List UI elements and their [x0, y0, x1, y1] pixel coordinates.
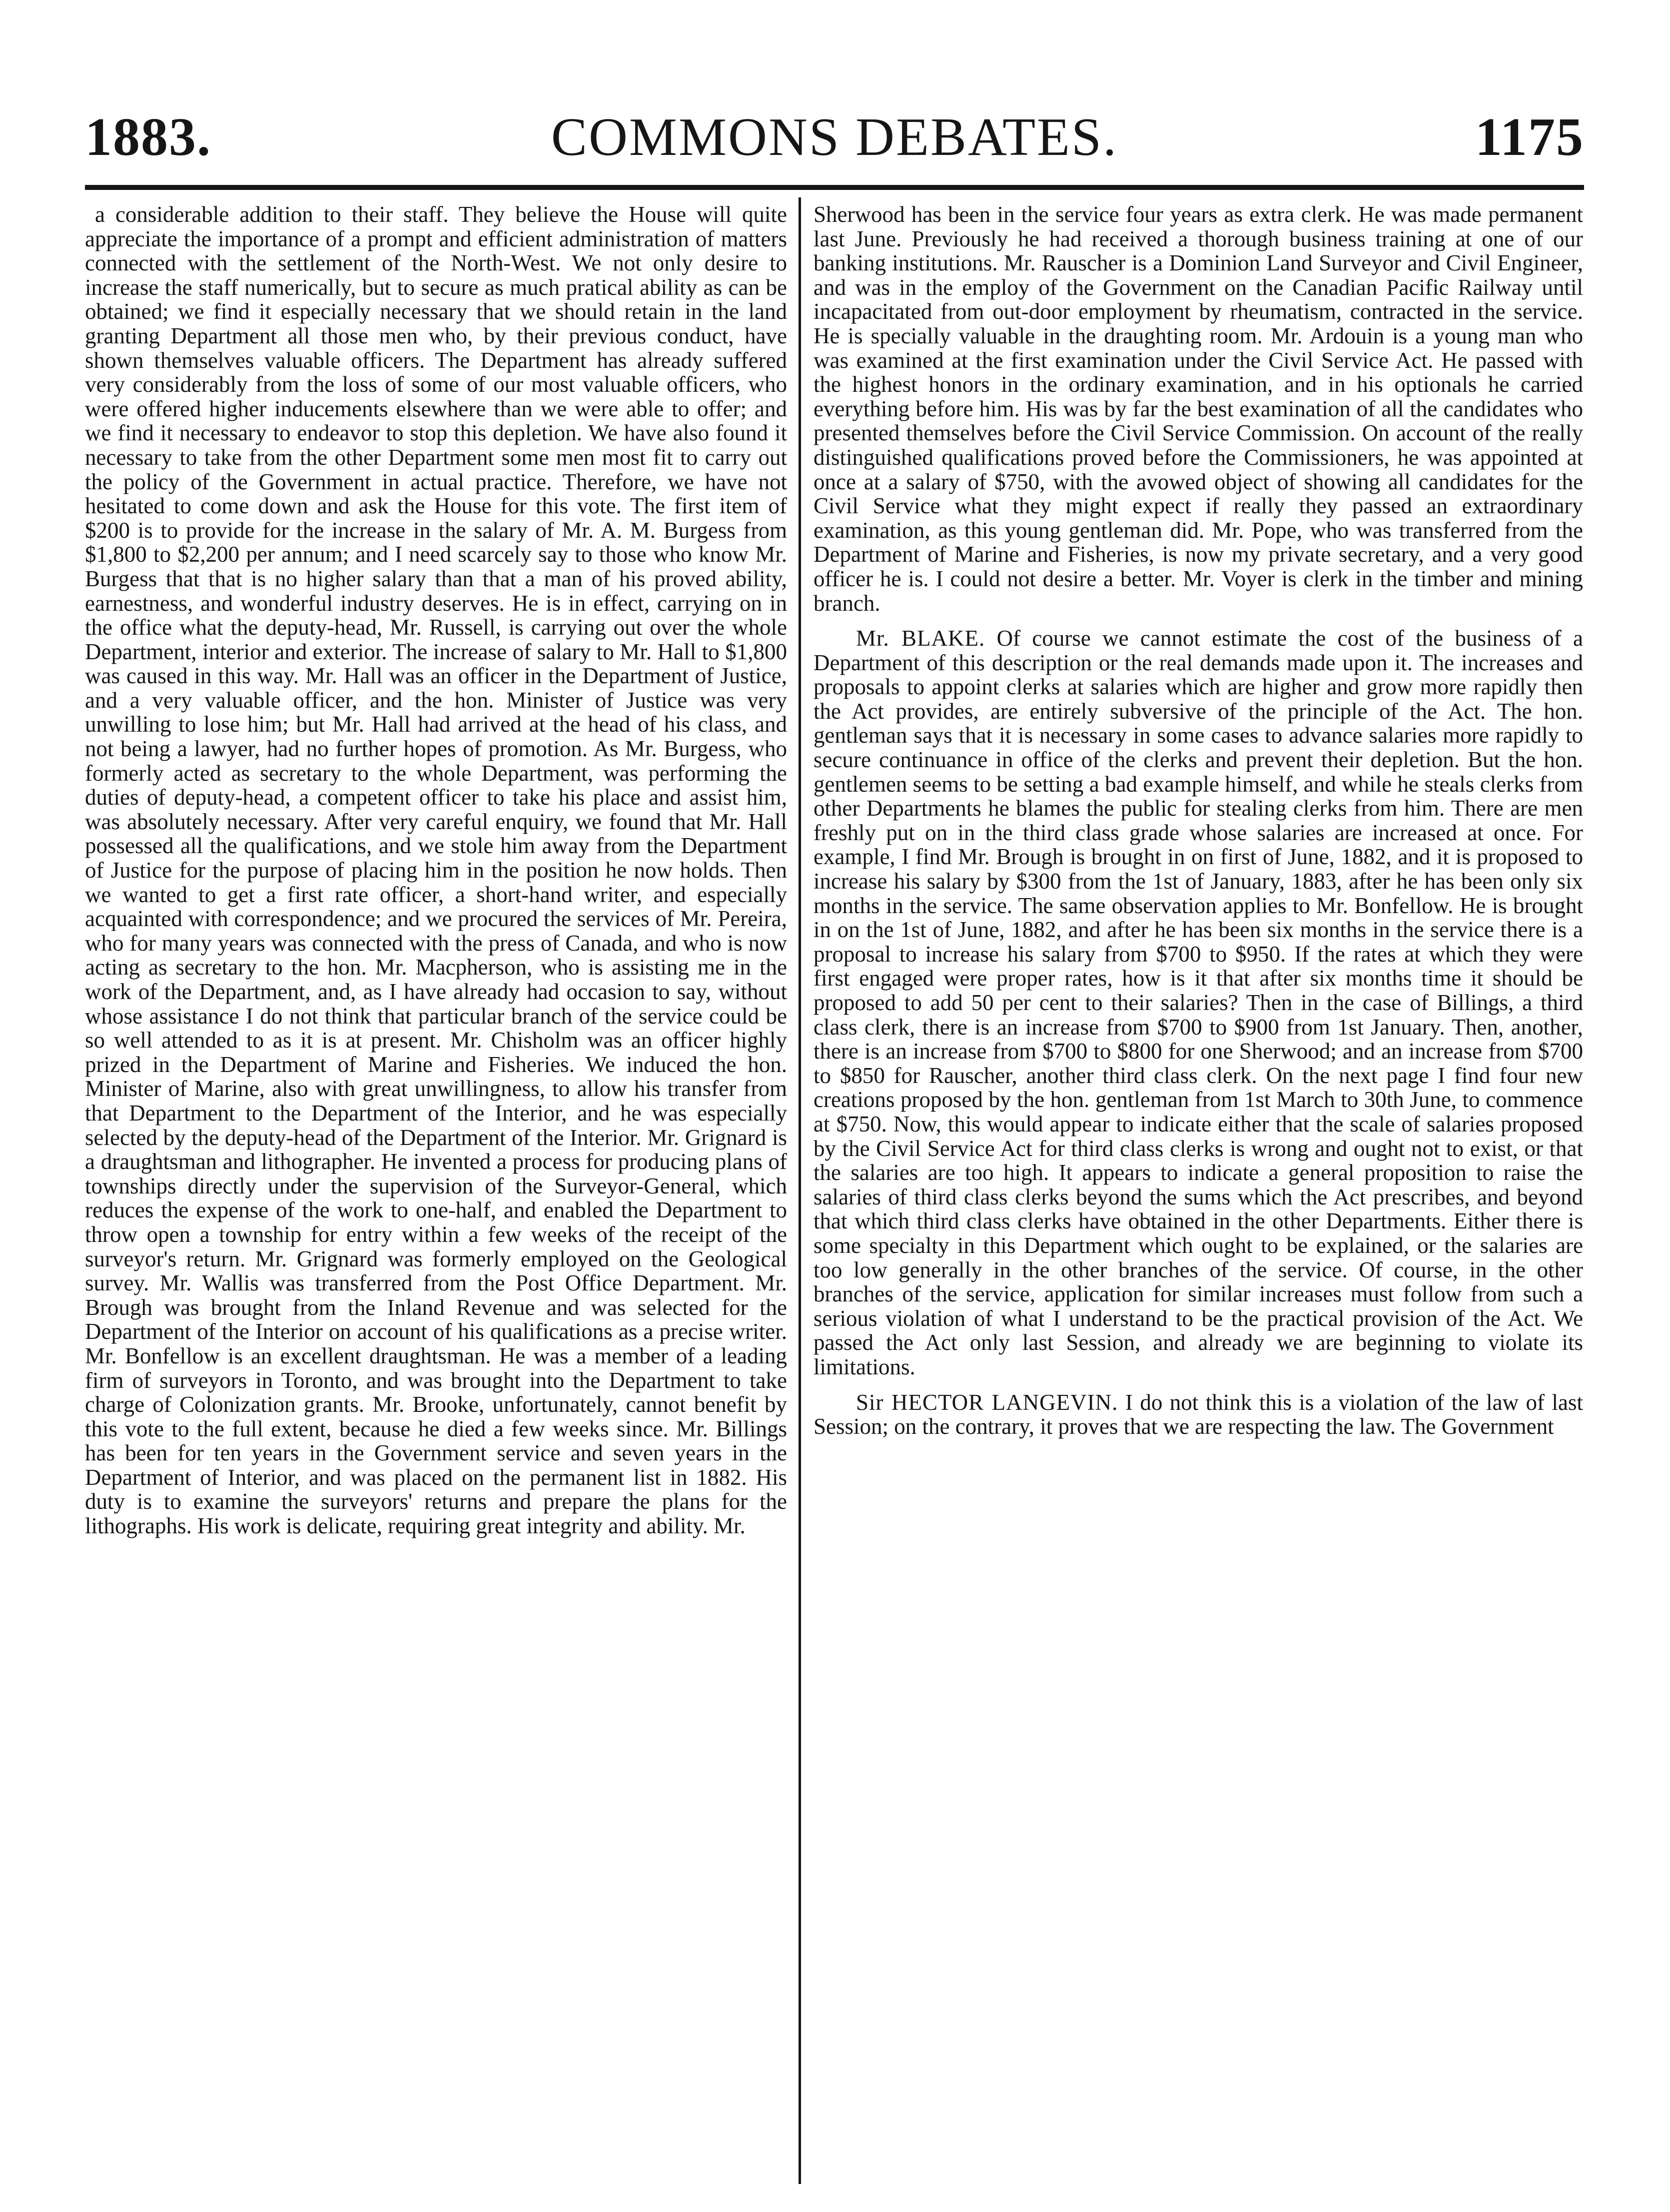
page-number: 1175	[1475, 107, 1584, 167]
page-year: 1883.	[85, 107, 211, 167]
speaker-name: Sir HECTOR LANGEVIN.	[856, 1389, 1118, 1415]
paragraph	[85, 202, 787, 1538]
paragraph	[814, 202, 1583, 615]
paragraph-text: Of course we cannot estimate the cost of the business of a Department of this description or the real demands made upon it. The increases and proposals to appoint clerks at salaries which are higher and grow more rapidly then the Act provides, are entirely subversive of the principle of the Act. The hon. gentleman says that it is necessary in some cases to advance salaries more rapidly to secure continuance in office of the clerks and prevent their depletion. But the hon. gentlemen seems to be setting a bad example himself, and while he steals clerks from other Departments he blames the public for stealing clerks from him. There are men freshly put on in the third class grade whose salaries are increased at once. For example, I find Mr. Brough is brought in on first of June, 1882, and it is proposed to increase his salary by $300 from the 1st of January, 1883, after he has been only six months in the service. The same observation applies to Mr. Bonfellow. He is brought in on the 1st of June, 1882, and after he has been six months in the service there is a proposal to increase his salary from $700 to $950. If the rates at which they were first engaged were proper rates, how is it that after six months time it should be proposed to add 50 per cent to their salaries? Then in the case of Billings, a third class clerk, there is an increase from $700 to $900 from 1st January. Then, another, there is an increase from $700 to $800 for one Sherwood; and an increase from $700 to $850 for Rauscher, another third class clerk. On the next page I find four new creations proposed by the hon. gentleman from 1st March to 30th June, to commence at $750. Now, this would appear to indicate either that the scale of salaries proposed by the Civil Service Act for third class clerks is wrong and ought not to exist, or that the salaries are too high. It appears to indicate a general proposition to raise the salaries of third class clerks beyond the sums which the Act prescribes, and beyond that which third class clerks have obtained in the other Departments. Either there is some specialty in this Department which ought to be explained, or the salaries are too low generally in the other branches of the service. Of course, in the other branches of the service, application for similar increases must follow from such a serious violation of what I understand to be the practical provision of the Act. We passed the Act only last Session, and already we are beginning to violate its limitations.	[814, 626, 1583, 1379]
header-rule	[85, 185, 1584, 190]
column-divider	[799, 197, 801, 2184]
left-column	[85, 202, 787, 2182]
publication-title: COMMONS DEBATES.	[551, 107, 1118, 167]
paragraph-text: Sherwood has been in the service four years as extra clerk. He was made permanent last June. Previously he had received a thorough business training at one of our banking institutions. Mr. Rauscher is a Dominion Land Surveyor and Civil Engineer, and was in the employ of the Government on the Canadian Pacific Railway until incapacitated from out-door employment by rheumatism, contracted in the service. He is specially valuable in the draughting room. Mr. Ardouin is a young man who was examined at the first examination under the Civil Service Act. He passed with the highest honors in the ordinary examination, and in his optionals he carried everything before him. His was by far the best examination of all the candidates who presented themselves before the Civil Service Commission. On account of the really distinguished qualifications proved before the Commissioners, he was appointed at once at a salary of $750, with the avowed object of showing all candidates for the Civil Service what they might expect if really they passed an extraordinary examination, as this young gentleman did. Mr. Pope, who was transferred from the Department of Marine and Fisheries, is now my private secretary, and a very good officer he is. I could not desire a better. Mr. Voyer is clerk in the timber and mining branch.	[814, 202, 1583, 616]
paragraph-text: a considerable addition to their staff. They believe the House will quite appreciate the importance of a prompt and efficient administration of matters connected with the settlement of the North-West. We not only desire to increase the staff numerically, but to secure as much pratical ability as can be obtained; we find it especially necessary that we should retain in the land granting Department all those men who, by their previous conduct, have shown themselves valuable officers. The Department has already suffered very considerably from the loss of some of our most valuable officers, who were offered higher inducements elsewhere than we were able to offer; and we find it necessary to endeavor to stop this depletion. We have also found it necessary to take from the other Department some men most fit to carry out the policy of the Government in actual practice. Therefore, we have not hesitated to come down and ask the House for this vote. The first item of $200 is to provide for the increase in the salary of Mr. A. M. Burgess from $1,800 to $2,200 per annum; and I need scarcely say to those who know Mr. Burgess that that is no higher salary than that a man of his proved ability, earnestness, and wonderful industry deserves. He is in effect, carrying on in the office what the deputy-head, Mr. Russell, is carrying out over the whole Department, interior and exterior. The increase of salary to Mr. Hall to $1,800 was caused in this way. Mr. Hall was an officer in the Department of Justice, and a very valuable officer, and the hon. Minister of Justice was very unwilling to lose him; but Mr. Hall had arrived at the head of his class, and not being a lawyer, had no further hopes of promotion. As Mr. Burgess, who formerly acted as secretary to the whole Department, was performing the duties of deputy-head, a competent officer to take his place and assist him, was absolutely necessary. After very careful enquiry, we found that Mr. Hall possessed all the qualifications, and we stole him away from the Department of Justice for the purpose of placing him in the position he now holds. Then we wanted to get a first rate officer, a short-hand writer, and especially acquainted with correspondence; and we procured the services of Mr. Pereira, who for many years was connected with the press of Canada, and who is now acting as secretary to the hon. Mr. Macpherson, who is assisting me in the work of the Department, and, as I have already had occasion to say, without whose assistance I do not think that particular branch of the service could be so well attended to as it is at present. Mr. Chisholm was an officer highly prized in the Department of Marine and Fisheries. We induced the hon. Minister of Marine, also with great unwillingness, to allow his transfer from that Department to the Department of the Interior, and he was especially selected by the deputy-head of the Department of the Interior. Mr. Grignard is a draughtsman and lithographer. He invented a process for producing plans of townships directly under the supervision of the Surveyor-General, which reduces the expense of the work to one-half, and enabled the Department to throw open a township for entry within a few weeks of the receipt of the surveyor's return. Mr. Grignard was formerly employed on the Geological survey. Mr. Wallis was transferred from the Post Office Department. Mr. Brough was brought from the Inland Revenue and was selected for the Department of the Interior on account of his qualifications as a precise writer. Mr. Bonfellow is an excellent draughtsman. He was a member of a leading firm of surveyors in Toronto, and was brought into the Department to take charge of Colonization grants. Mr. Brooke, unfortunately, cannot benefit by this vote to the full extent, because he died a few weeks since. Mr. Billings has been for ten years in the Government service and seven years in the Department of Interior, and was placed on the permanent list in 1882. His duty is to examine the surveyors' returns and prepare the plans for the lithographs. His work is delicate, requiring great integrity and ability. Mr.	[85, 202, 787, 1539]
page-header	[85, 100, 1584, 175]
paragraph	[814, 626, 1583, 1379]
right-column	[814, 202, 1583, 2182]
paragraph	[814, 1390, 1583, 1439]
paragraph-text: I do not think this is a violation of the law of last Session; on the contrary, it proves that we are respecting the law. The Government	[814, 1389, 1583, 1439]
speaker-name: Mr. BLAKE.	[856, 626, 985, 651]
